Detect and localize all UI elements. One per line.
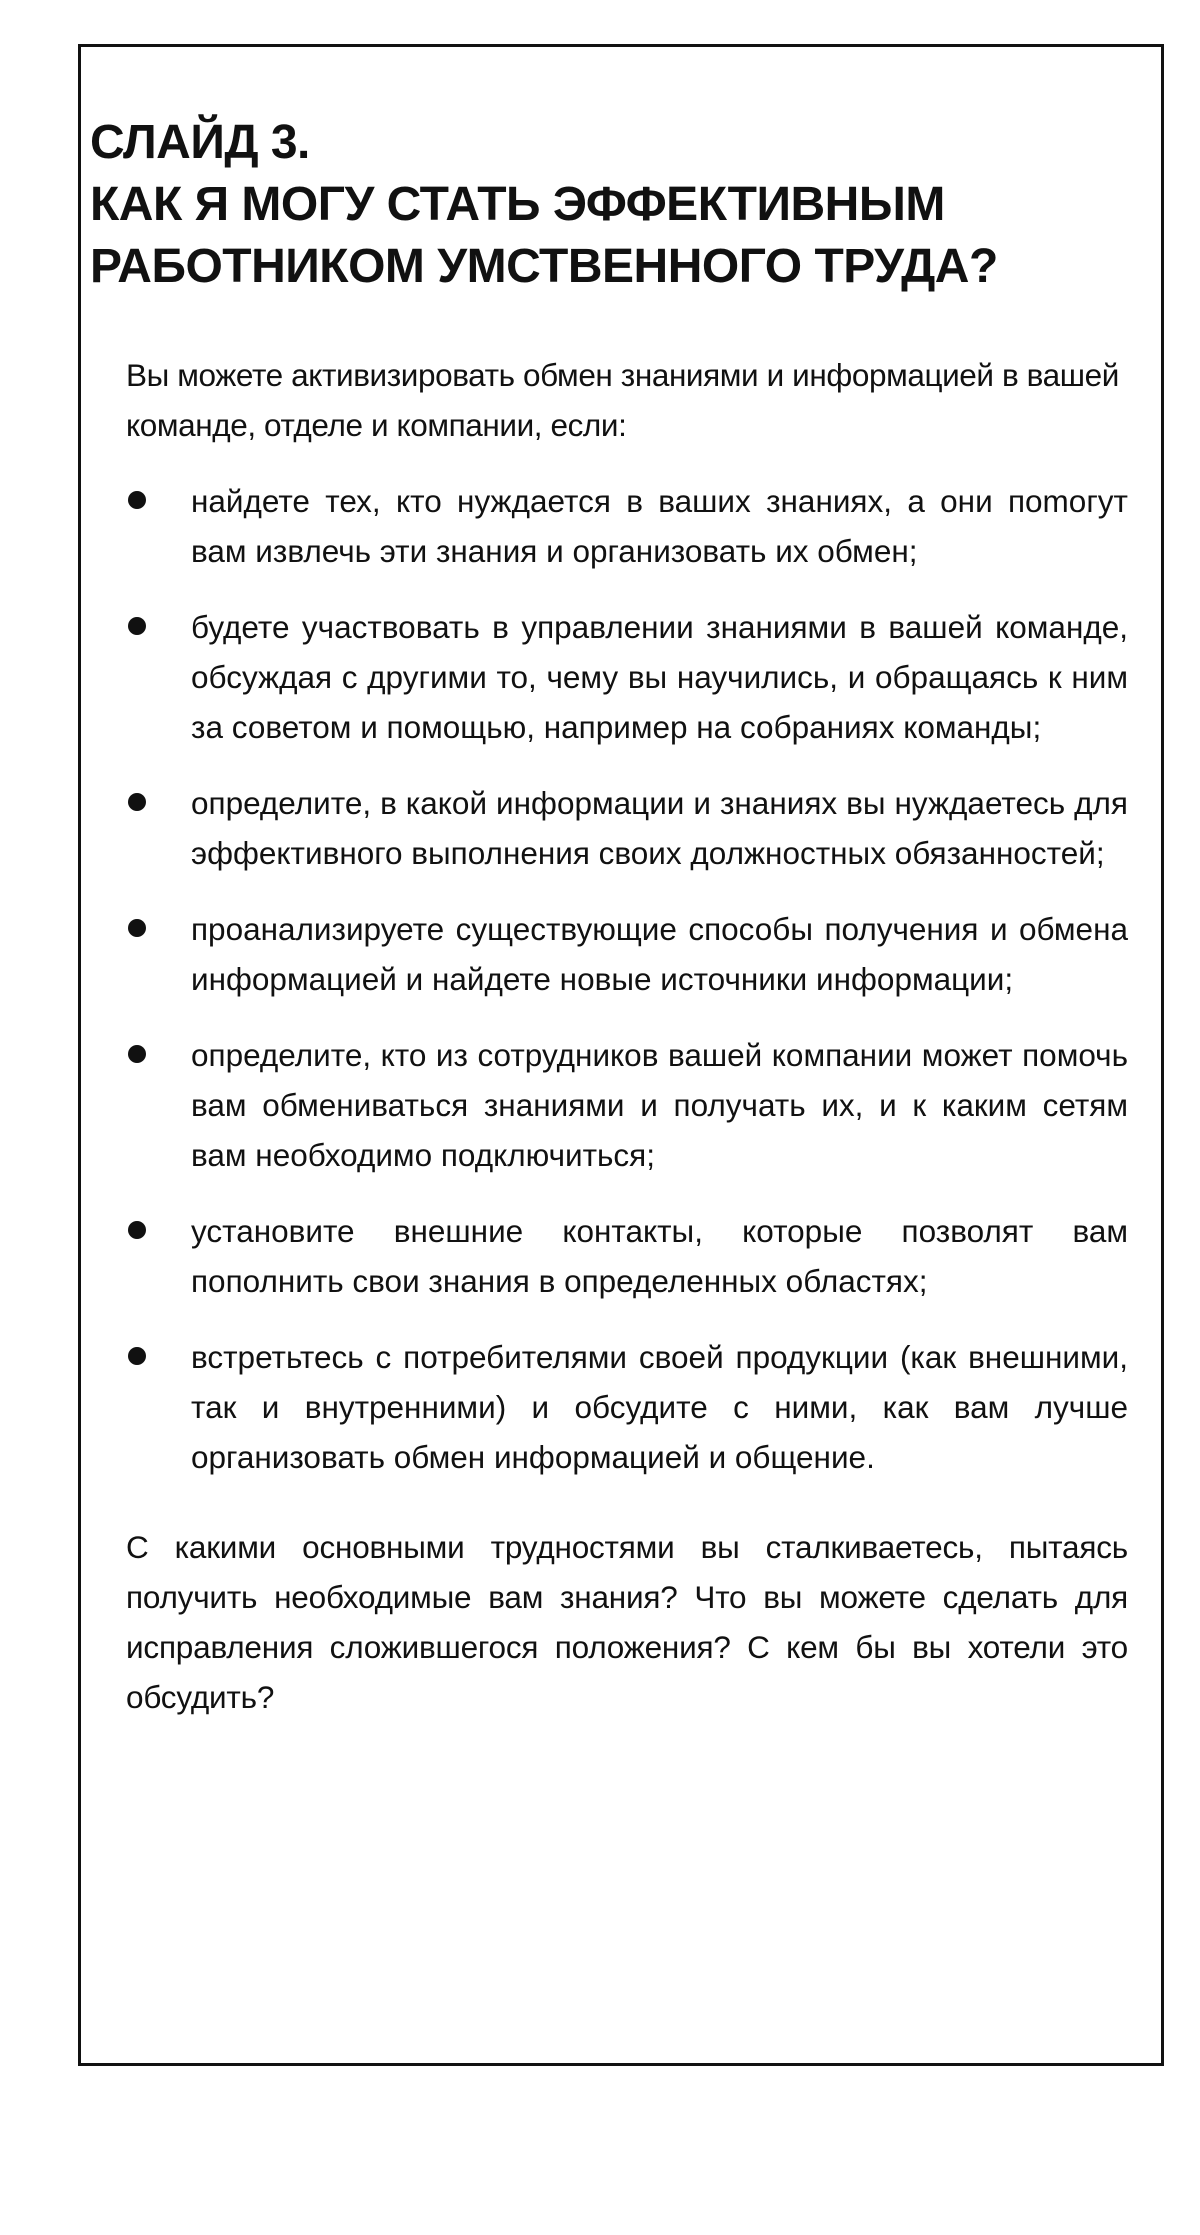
intro-paragraph: Вы можете активизировать обмен знаниями и информацией в вашей команде, отделе и компании, если: bbox=[126, 357, 1119, 443]
closing-paragraph: С какими основными трудностями вы сталкиваетесь, пытаясь получить необходимые вам знания? Что вы можете сделать для исправления сложившегося положения? С кем бы вы хотели это обсудить? bbox=[126, 1529, 1128, 1715]
list-item-text: определите, кто из сотрудников вашей компании может помочь вам обмениваться знаниями и получать их, и к каким сетям вам необходимо подключиться; bbox=[191, 1037, 1128, 1173]
list-item bbox=[126, 1206, 1128, 1306]
list-item bbox=[126, 1030, 1128, 1180]
slide-body bbox=[126, 350, 1128, 1722]
list-item bbox=[126, 476, 1128, 576]
bullet-icon bbox=[128, 1347, 146, 1365]
list-item-text: определите, в какой информации и знаниях вы нуждаетесь для эффективного выполнения своих должностных обязанностей; bbox=[191, 785, 1128, 871]
list-item-text: будете участвовать в управлении знаниями в вашей команде, обсуждая с другими то, чему вы научились, и обращаясь к ним за советом и помощью, например на собраниях команды; bbox=[191, 609, 1128, 745]
list-item-text: найдете тех, кто нуждается в ваших знаниях, а они поmогут вам извлечь эти знания и организовать их обмен; bbox=[191, 483, 1128, 569]
list-item-text: встретьтесь с потребителями своей продукции (как внешними, так и внутренними) и обсудите с ними, как вам лучше организовать обмен информацией и общение. bbox=[191, 1339, 1128, 1475]
list-item bbox=[126, 602, 1128, 752]
bullet-icon bbox=[128, 1221, 146, 1239]
bullet-icon bbox=[128, 793, 146, 811]
slide-title-line: РАБОТНИКОМ УМСТВЕННОГО ТРУДА? bbox=[90, 240, 998, 293]
list-item bbox=[126, 778, 1128, 878]
bullet-icon bbox=[128, 491, 146, 509]
bullet-icon bbox=[128, 919, 146, 937]
bullet-icon bbox=[128, 617, 146, 635]
slide-title-line: КАК Я МОГУ СТАТЬ ЭФФЕКТИВНЫМ bbox=[90, 178, 945, 231]
list-item-text: установите внешние контакты, которые позволят вам пополнить свои знания в определенных областях; bbox=[191, 1213, 1128, 1299]
slide-title-line: СЛАЙД 3. bbox=[90, 116, 310, 169]
bullet-list bbox=[126, 476, 1128, 1482]
list-item bbox=[126, 904, 1128, 1004]
bullet-icon bbox=[128, 1045, 146, 1063]
list-item-text: проанализируете существующие способы получения и обмена информацией и найдете новые источники информации; bbox=[191, 911, 1128, 997]
slide-title bbox=[90, 112, 1090, 298]
list-item bbox=[126, 1332, 1128, 1482]
